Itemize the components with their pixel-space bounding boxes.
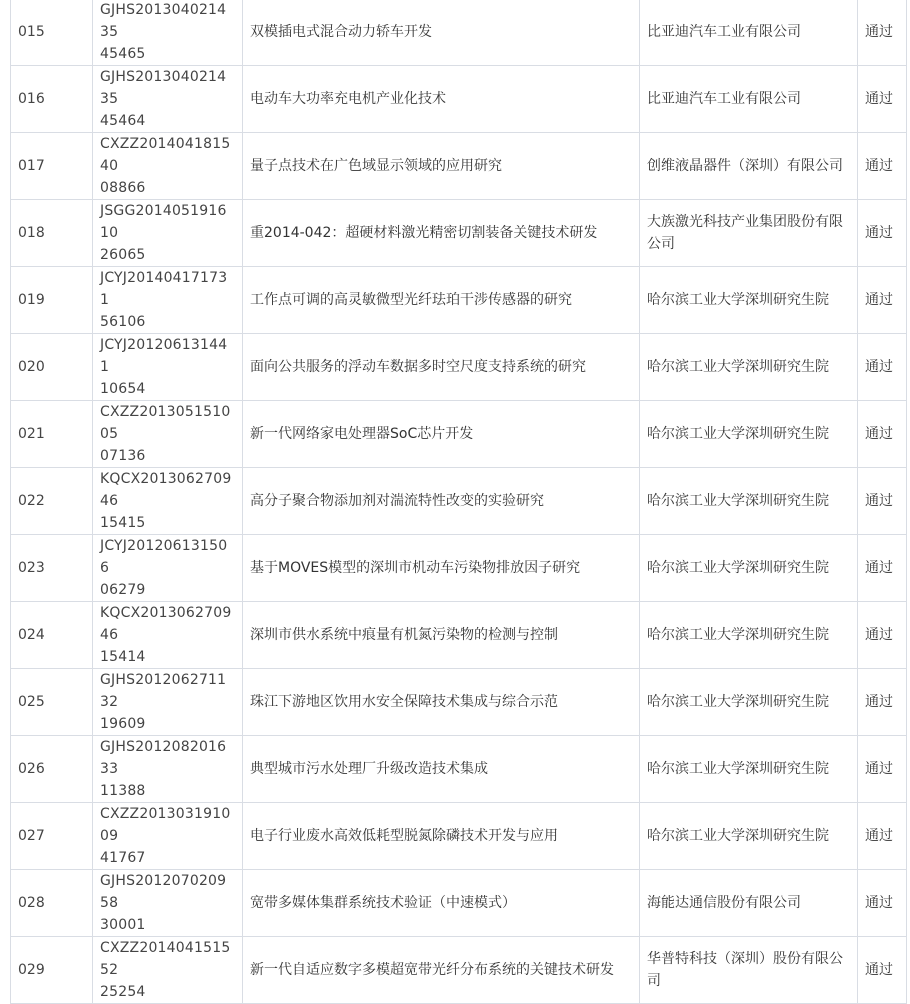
organization-name: 哈尔滨工业大学深圳研究生院: [640, 468, 858, 535]
table-row: [11, 669, 907, 736]
table-row: [11, 535, 907, 602]
project-code-line: 41767: [100, 850, 146, 866]
organization-name: 海能达通信股份有限公司: [640, 870, 858, 937]
project-name: 量子点技术在广色域显示领域的应用研究: [243, 133, 640, 200]
organization-name: 哈尔滨工业大学深圳研究生院: [640, 602, 858, 669]
project-code-line: 45465: [100, 46, 146, 62]
project-name: 深圳市供水系统中痕量有机氮污染物的检测与控制: [243, 602, 640, 669]
project-code-line: 15414: [100, 649, 146, 665]
review-status: 通过: [858, 803, 907, 870]
project-code-line: CXZZ201303191009: [100, 806, 231, 844]
project-code: [93, 0, 243, 66]
project-code-line: 45464: [100, 113, 146, 129]
project-code-line: 30001: [100, 917, 146, 933]
row-number: 025: [11, 669, 93, 736]
organization-name: 哈尔滨工业大学深圳研究生院: [640, 736, 858, 803]
project-code-line: JCYJ201206131506: [100, 538, 228, 576]
project-name: 面向公共服务的浮动车数据多时空尺度支持系统的研究: [243, 334, 640, 401]
organization-name: 华普特科技（深圳）股份有限公司: [640, 937, 858, 1004]
project-name: 电子行业废水高效低耗型脱氮除磷技术开发与应用: [243, 803, 640, 870]
project-code: [93, 133, 243, 200]
table-row: [11, 200, 907, 267]
project-code-line: 10654: [100, 381, 146, 397]
organization-name: 哈尔滨工业大学深圳研究生院: [640, 401, 858, 468]
review-status: 通过: [858, 66, 907, 133]
project-code-line: 11388: [100, 783, 146, 799]
project-code-line: GJHS201207020958: [100, 873, 227, 911]
project-name: 新一代自适应数字多模超宽带光纤分布系统的关键技术研发: [243, 937, 640, 1004]
project-code: [93, 736, 243, 803]
row-number: 024: [11, 602, 93, 669]
project-code-line: JCYJ201404171731: [100, 270, 228, 308]
row-number: 027: [11, 803, 93, 870]
table-row: [11, 870, 907, 937]
table-row: [11, 66, 907, 133]
project-code-line: KQCX201306270946: [100, 471, 232, 509]
project-code: [93, 803, 243, 870]
row-number: 029: [11, 937, 93, 1004]
project-results-table: [10, 0, 907, 1004]
review-status: 通过: [858, 468, 907, 535]
project-code: [93, 401, 243, 468]
review-status: 通过: [858, 334, 907, 401]
organization-name: 哈尔滨工业大学深圳研究生院: [640, 803, 858, 870]
table-row: [11, 937, 907, 1004]
review-status: 通过: [858, 0, 907, 66]
project-code-line: 56106: [100, 314, 146, 330]
table-row: [11, 267, 907, 334]
project-code: [93, 267, 243, 334]
project-code-line: JSGG201405191610: [100, 203, 227, 241]
table-row: [11, 803, 907, 870]
project-name: 工作点可调的高灵敏微型光纤珐珀干涉传感器的研究: [243, 267, 640, 334]
project-code: [93, 535, 243, 602]
project-name: 新一代网络家电处理器SoC芯片开发: [243, 401, 640, 468]
organization-name: 创维液晶器件（深圳）有限公司: [640, 133, 858, 200]
review-status: 通过: [858, 535, 907, 602]
table-row: [11, 468, 907, 535]
table-row: [11, 133, 907, 200]
project-code-line: GJHS201304021435: [100, 2, 227, 40]
review-status: 通过: [858, 870, 907, 937]
table-row: [11, 602, 907, 669]
project-code-line: CXZZ201305151005: [100, 404, 231, 442]
row-number: 018: [11, 200, 93, 267]
project-code-line: CXZZ201404151552: [100, 940, 231, 978]
project-name: 电动车大功率充电机产业化技术: [243, 66, 640, 133]
organization-name: 哈尔滨工业大学深圳研究生院: [640, 267, 858, 334]
review-status: 通过: [858, 937, 907, 1004]
project-name: 基于MOVES模型的深圳市机动车污染物排放因子研究: [243, 535, 640, 602]
review-status: 通过: [858, 602, 907, 669]
project-code: [93, 200, 243, 267]
row-number: 017: [11, 133, 93, 200]
project-code: [93, 334, 243, 401]
project-code-line: GJHS201208201633: [100, 739, 227, 777]
project-code-line: GJHS201304021435: [100, 69, 227, 107]
project-code-line: 15415: [100, 515, 146, 531]
project-code-line: JCYJ201206131441: [100, 337, 228, 375]
project-code: [93, 870, 243, 937]
project-name: 重2014-042：超硬材料激光精密切割装备关键技术研发: [243, 200, 640, 267]
table-row: [11, 0, 907, 66]
table-row: [11, 736, 907, 803]
project-name: 双模插电式混合动力轿车开发: [243, 0, 640, 66]
project-code: [93, 66, 243, 133]
table-row: [11, 401, 907, 468]
project-code-line: 26065: [100, 247, 146, 263]
project-name: 宽带多媒体集群系统技术验证（中速模式）: [243, 870, 640, 937]
row-number: 026: [11, 736, 93, 803]
row-number: 020: [11, 334, 93, 401]
project-code-line: KQCX201306270946: [100, 605, 232, 643]
row-number: 023: [11, 535, 93, 602]
review-status: 通过: [858, 267, 907, 334]
project-code-line: 07136: [100, 448, 146, 464]
project-code: [93, 602, 243, 669]
review-status: 通过: [858, 133, 907, 200]
review-status: 通过: [858, 669, 907, 736]
project-code: [93, 937, 243, 1004]
organization-name: 哈尔滨工业大学深圳研究生院: [640, 334, 858, 401]
project-code-line: 06279: [100, 582, 146, 598]
project-code: [93, 468, 243, 535]
project-code: [93, 669, 243, 736]
row-number: 028: [11, 870, 93, 937]
review-status: 通过: [858, 401, 907, 468]
project-name: 高分子聚合物添加剂对湍流特性改变的实验研究: [243, 468, 640, 535]
review-status: 通过: [858, 200, 907, 267]
row-number: 016: [11, 66, 93, 133]
table-row: [11, 334, 907, 401]
project-code-line: GJHS201206271132: [100, 672, 227, 710]
row-number: 021: [11, 401, 93, 468]
organization-name: 哈尔滨工业大学深圳研究生院: [640, 669, 858, 736]
row-number: 015: [11, 0, 93, 66]
organization-name: 比亚迪汽车工业有限公司: [640, 0, 858, 66]
project-code-line: 08866: [100, 180, 146, 196]
row-number: 022: [11, 468, 93, 535]
organization-name: 比亚迪汽车工业有限公司: [640, 66, 858, 133]
project-code-line: 25254: [100, 984, 146, 1000]
organization-name: 哈尔滨工业大学深圳研究生院: [640, 535, 858, 602]
project-code-line: CXZZ201404181540: [100, 136, 231, 174]
project-name: 珠江下游地区饮用水安全保障技术集成与综合示范: [243, 669, 640, 736]
organization-name: 大族激光科技产业集团股份有限公司: [640, 200, 858, 267]
project-name: 典型城市污水处理厂升级改造技术集成: [243, 736, 640, 803]
review-status: 通过: [858, 736, 907, 803]
row-number: 019: [11, 267, 93, 334]
project-code-line: 19609: [100, 716, 146, 732]
